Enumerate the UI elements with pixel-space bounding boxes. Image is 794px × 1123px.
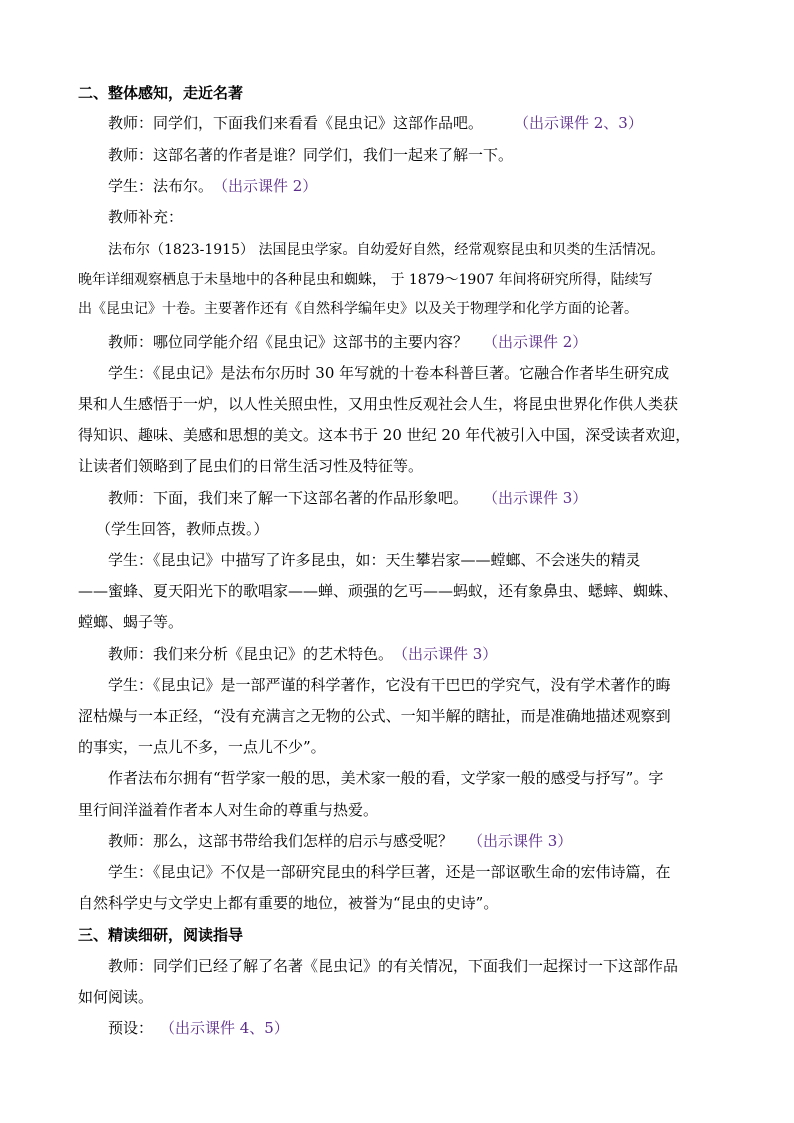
heading-text: 二、整体感知，走近名著 [78, 84, 244, 102]
line-text: 晚年详细观察栖息于未垦地中的各种昆虫和蜘蛛， 于 1879～1907 年间将研究所得，陆续写 [78, 272, 653, 288]
paragraph-line [0, 265, 794, 295]
line-text: 涩枯燥与一本正经，“没有充满言之无物的公式、一知半解的瞎扯，而是准确地描述观察到 [78, 707, 671, 725]
line-text: 教师：我们来分析《昆虫记》的艺术特色。 [108, 645, 394, 663]
line-text: 作者法布尔拥有“哲学家一般的思，美术家一般的看，文学家一般的感受与抒写”。字 [108, 769, 664, 787]
courseware-cue: （出示课件 2） [483, 333, 588, 351]
line-text: 果和人生感悟于一炉，以人性关照虫性，又用虫性反观社会人生，将昆虫世界化作供人类获 [78, 395, 679, 413]
line-text: 法布尔（1823-1915） 法国昆虫学家。自幼爱好自然，经常观察昆虫和贝类的生活情况。 [108, 242, 665, 258]
courseware-cue: （出示课件 3） [393, 645, 498, 663]
paragraph-line [0, 358, 794, 388]
line-text: 教师：那么，这部书带给我们怎样的启示与感受呢？ [108, 832, 454, 850]
line-text: 预设： [108, 1019, 154, 1037]
line-text: 教师补充： [108, 208, 184, 226]
heading-text: 三、精读细研，阅读指导 [78, 926, 244, 944]
line-text: 的事实，一点儿不多，一点儿不少”。 [78, 738, 326, 756]
paragraph-line [0, 639, 794, 669]
line-text: 教师：哪位同学能介绍《昆虫记》这部书的主要内容？ [108, 333, 469, 351]
paragraph-line [0, 795, 794, 825]
paragraph-line [0, 888, 794, 918]
paragraph-line [0, 732, 794, 762]
line-text: 学生：《昆虫记》中描写了许多昆虫，如：天生攀岩家——螳螂、不会迷失的精灵 [108, 551, 641, 569]
line-text: ——蜜蜂、夏天阳光下的歌唱家——蝉、顽强的乞丐——蚂蚁，还有象鼻虫、蟋蟀、蜘蛛、 [78, 582, 679, 600]
paragraph-line [0, 701, 794, 731]
paragraph-line [0, 202, 794, 232]
paragraph-line [0, 545, 794, 575]
section-heading [0, 78, 794, 108]
line-text: 自然科学史与文学史上都有重要的地位，被誉为“昆虫的史诗”。 [78, 894, 499, 912]
paragraph-line [0, 857, 794, 887]
paragraph-line [0, 420, 794, 450]
paragraph-line [0, 140, 794, 170]
paragraph-line [0, 763, 794, 793]
line-text: 学生：《昆虫记》是一部严谨的科学著作，它没有干巴巴的学究气，没有学术著作的晦 [108, 676, 671, 694]
paragraph-line [0, 389, 794, 419]
line-text: 教师：这部名著的作者是谁？同学们，我们一起来了解一下。 [108, 146, 514, 164]
paragraph-line [0, 1013, 794, 1043]
line-text: 让读者们领略到了昆虫们的日常生活习性及特征等。 [78, 457, 424, 475]
line-text: （学生回答，教师点拨。） [96, 520, 269, 538]
courseware-cue: （出示课件 2） [213, 177, 318, 195]
courseware-cue: （出示课件 3） [483, 489, 588, 507]
paragraph-line [0, 607, 794, 637]
line-text: 螳螂、蝎子等。 [78, 613, 184, 631]
courseware-cue: （出示课件 4、5） [160, 1019, 289, 1037]
paragraph-line [0, 451, 794, 481]
line-text: 学生：《昆虫记》是法布尔历时 30 年写就的十卷本科普巨著。它融合作者毕生研究成 [108, 364, 670, 382]
paragraph-line [0, 982, 794, 1012]
line-text: 教师：同学们，下面我们来看看《昆虫记》这部作品吧。 [108, 114, 484, 132]
line-text: 教师：同学们已经了解了名著《昆虫记》的有关情况，下面我们一起探讨一下这部作品 [108, 957, 679, 975]
line-text: 出《昆虫记》十卷。主要著作还有《自然科学编年史》以及关于物理学和化学方面的论著。 [78, 301, 638, 317]
paragraph-line [0, 327, 794, 357]
line-text: 里行间洋溢着作者本人对生命的尊重与热爱。 [78, 801, 379, 819]
paragraph-line [0, 670, 794, 700]
paragraph-line [0, 483, 794, 513]
line-text: 学生：法布尔。 [108, 177, 214, 195]
courseware-cue: （出示课件 2、3） [514, 114, 643, 132]
paragraph-line [0, 951, 794, 981]
paragraph-line [0, 108, 794, 138]
paragraph-line [0, 826, 794, 856]
line-text: 如何阅读。 [78, 988, 154, 1006]
paragraph-line [0, 235, 794, 265]
paragraph-line [0, 294, 794, 324]
paragraph-line [0, 576, 794, 606]
line-text: 得知识、趣味、美感和思想的美文。这本书于 20 世纪 20 年代被引入中国，深受读者欢迎， [78, 426, 691, 444]
section-heading [0, 920, 794, 950]
paragraph-line [0, 514, 794, 544]
courseware-cue: （出示课件 3） [468, 832, 573, 850]
line-text: 教师：下面，我们来了解一下这部名著的作品形象吧。 [108, 489, 469, 507]
paragraph-line [0, 171, 794, 201]
line-text: 学生：《昆虫记》不仅是一部研究昆虫的科学巨著，还是一部讴歌生命的宏伟诗篇，在 [108, 863, 671, 881]
